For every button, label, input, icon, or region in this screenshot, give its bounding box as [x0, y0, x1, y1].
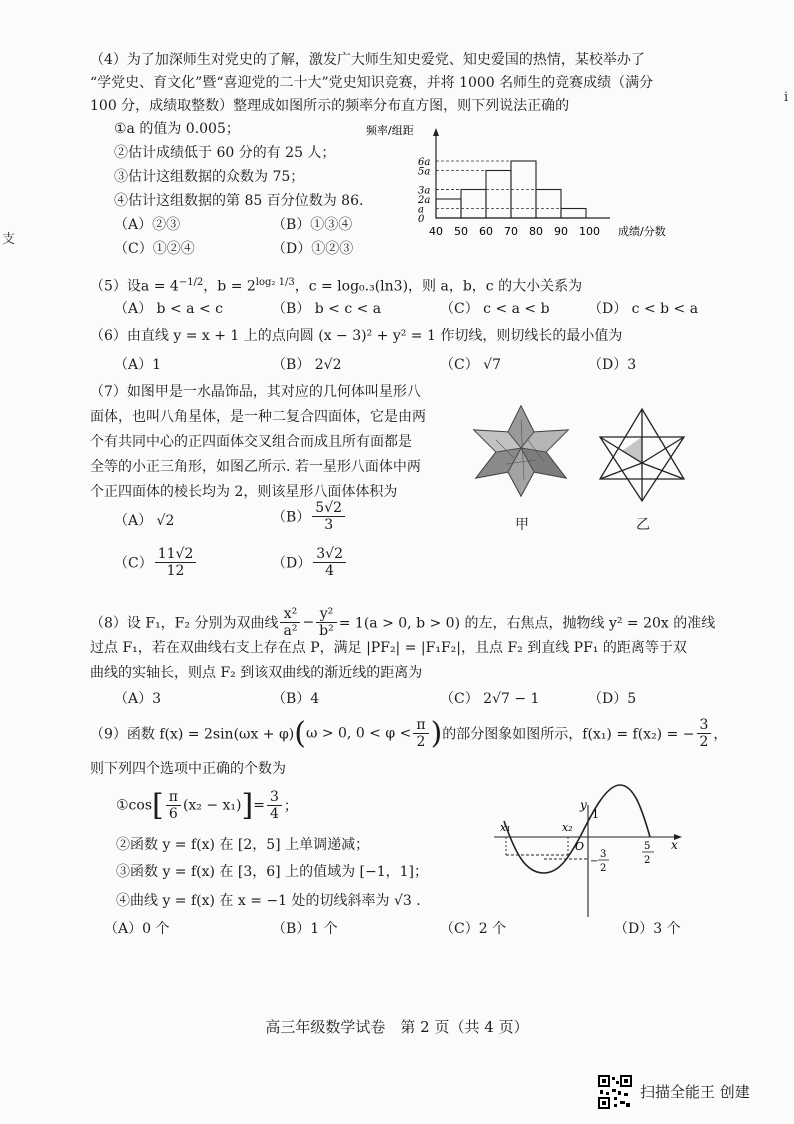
x-axis-label: 成绩/分数 — [618, 225, 666, 238]
graph-intercept-label: 1 — [592, 808, 599, 821]
q9-three-halves: $\frac{3}{2}$ — [697, 717, 712, 750]
q8-line3: 曲线的实轴长，则点 F₂ 到该双曲线的渐近线的距离为 — [90, 665, 423, 681]
right-edge-char: i — [784, 90, 789, 105]
q9-option-b: （B）1 个 — [272, 921, 338, 937]
q5-b: ，b = 2 — [203, 278, 256, 295]
q8-line2: 过点 F₁，若在双曲线右支上存在点 P，满足 |PF₂| = |F₁F₂|，且点 F₂ 到直线 PF₁ 的距离等于双 — [90, 640, 687, 656]
q8-option-c: （C） 2√7 − 1 — [440, 691, 540, 707]
q6-option-d: （D）3 — [588, 357, 637, 373]
q7-option-a: （A） √2 — [114, 513, 175, 529]
q4-statement-2: ②估计成绩低于 60 分的有 25 人； — [114, 145, 336, 161]
figure-jia-label: 甲 — [515, 517, 529, 533]
q4-line2: “学党史、育文化”暨“喜迎党的二十大”党史知识竞赛，并将 1000 名师生的竞赛成绩（满分 — [90, 75, 654, 91]
q8-y-over-b: $\frac{\text{y²}}{\text{b²}}$ — [316, 606, 337, 639]
graph-y-label: y — [580, 798, 587, 812]
q5-option-d: （D） c < b < a — [588, 301, 699, 317]
histogram-x-tick: 90 — [554, 225, 568, 238]
q5-option-c: （C） c < a < b — [440, 301, 550, 317]
graph-five-denominator: 2 — [644, 855, 651, 866]
q6-option-c: （C） √7 — [440, 357, 501, 373]
histogram-y-tick: 5a — [418, 166, 431, 178]
graph-x2-label: x₂ — [562, 821, 573, 834]
q5-a-exponent: −1/2 — [178, 277, 204, 288]
histogram-x-tick: 50 — [454, 225, 468, 238]
histogram-y-tick: 3a — [418, 185, 431, 197]
q5-intro: （5）设 — [90, 278, 141, 295]
q4-line3: 100 分，成绩取整数）整理成如图所示的频率分布直方图，则下列说法正确的 — [90, 98, 570, 114]
histogram-x-tick: 80 — [529, 225, 543, 238]
histogram-bar — [486, 171, 511, 219]
q4-option-b: （B）①③④ — [272, 217, 353, 233]
histogram-y-tick: 2a — [418, 195, 431, 206]
q9-option-c: （C）2 个 — [440, 921, 507, 937]
q7-line3: 个有共同中心的正四面体交叉组合而成且所有面都是 — [90, 434, 412, 450]
frequency-histogram — [360, 118, 690, 246]
q4-line1: （4）为了加深师生对党史的了解，激发广大师生知史爱党、知史爱国的热情，某校举办了 — [90, 52, 645, 68]
q5-a: a = 4 — [140, 278, 179, 295]
q6-stem: （6）由直线 y = x + 1 上的点向圆 (x − 3)² + y² = 1 作切线，则切线长的最小值为 — [90, 328, 623, 344]
q4-option-d: （D）①②③ — [272, 241, 354, 257]
histogram-y-tick: 0 — [418, 214, 425, 225]
histogram-bar — [536, 190, 561, 219]
histogram-x-tick: 70 — [504, 225, 518, 238]
q9-pi-over-2: $\frac{\pi}{2}$ — [413, 717, 428, 750]
q8-option-b: （B）4 — [272, 691, 320, 707]
figure-yi-label: 乙 — [636, 517, 650, 533]
q7-line4: 全等的小正三角形，如图乙所示. 若一星形八面体中两 — [90, 459, 421, 475]
histogram-x-tick: 100 — [579, 225, 600, 238]
q8-x-over-a: $\frac{\text{x²}}{\text{a²}}$ — [280, 606, 300, 639]
q9-line1: （9）函数 f(x) = 2sin(ωx + φ)(ω > 0, 0 < φ < $\frac{\pi}{2}$ )的部分图象如图所示，f(x₁) = f(x₂) = − $\frac{3}{2}$ ， — [90, 716, 728, 751]
q5-c: ，c = log₀.₃(ln3)，则 a，b，c 的大小关系为 — [294, 278, 583, 295]
graph-three-denominator: 2 — [600, 863, 607, 874]
y-axis-label: 频率/组距 — [366, 124, 414, 137]
graph-minus-sign: − — [590, 856, 599, 867]
q9-line2: 则下列四个选项中正确的个数为 — [90, 761, 286, 777]
histogram-y-tick: a — [418, 204, 424, 216]
graph-x1-label: x₁ — [500, 821, 511, 834]
histogram-y-tick: 6a — [418, 157, 431, 168]
q4-option-c: （C）①②④ — [114, 241, 195, 257]
q6-option-b: （B） 2√2 — [272, 357, 342, 373]
sine-function-graph — [488, 798, 688, 920]
q7-option-b-fraction: $\frac{5√2}{3}$ — [312, 500, 345, 533]
q9-option-d: （D）3 个 — [614, 921, 681, 937]
crystal-photo-figure — [466, 400, 576, 500]
q7-option-b: （B） $\frac{5√2}{3}$ — [272, 500, 347, 533]
q8-option-a: （A）3 — [114, 691, 162, 707]
q7-option-d: （D） $\frac{3√2}{4}$ — [272, 546, 348, 579]
page-footer: 高三年级数学试卷 第 2 页（共 4 页） — [265, 1018, 529, 1036]
histogram-x-tick: 40 — [429, 225, 443, 238]
q8-option-d: （D）5 — [588, 691, 637, 707]
q5-option-b: （B） b < c < a — [272, 301, 382, 317]
q9-statement-2: ②函数 y = f(x) 在 [2，5] 上单调递减； — [116, 837, 370, 853]
q6-option-a: （A）1 — [114, 357, 162, 373]
q9-option-a: （A）0 个 — [104, 921, 170, 937]
scanner-watermark: 扫描全能王 创建 — [640, 1083, 750, 1101]
q4-statement-3: ③估计这组数据的众数为 75； — [114, 169, 305, 185]
q7-option-c-fraction: $\frac{11√2}{12}$ — [155, 546, 197, 579]
q7-option-d-fraction: $\frac{3√2}{4}$ — [313, 546, 346, 579]
q9-statement-3: ③函数 y = f(x) 在 [3，6] 上的值域为 [−1，1]； — [116, 864, 428, 880]
histogram-bar — [461, 190, 486, 219]
q7-line5: 个正四面体的棱长均为 2，则该星形八面体体积为 — [90, 484, 398, 500]
q8-line1: （8）设 F₁，F₂ 分别为双曲线 $\frac{\text{x²}}{\text{a²}}$ − $\frac{\text{y²}}{\text{b²}}$ = 1(a > 0, b > 0) 的左，右焦点，抛物线 y² = 20x 的准线 — [90, 606, 716, 639]
q9-statement-4: ④曲线 y = f(x) 在 x = −1 处的切线斜率为 √3 . — [116, 893, 421, 909]
graph-origin-label: O — [575, 840, 585, 853]
q4-option-a: （A）②③ — [114, 217, 181, 233]
histogram-bar — [561, 209, 586, 219]
stellated-octahedron-diagram — [590, 405, 695, 505]
q9-three-quarters: $\frac{3}{4}$ — [267, 789, 282, 822]
q5-b-exponent: log₂ 1/3 — [255, 277, 295, 288]
graph-three-label: 3 — [600, 849, 607, 860]
q4-statement-1: ①a 的值为 0.005； — [114, 121, 240, 137]
graph-x-label: x — [671, 838, 678, 852]
y-axis-arrow — [433, 128, 439, 136]
sine-curve — [504, 785, 650, 873]
histogram-x-tick: 60 — [479, 225, 493, 238]
graph-five-label: 5 — [644, 841, 651, 852]
q9-pi-over-6: $\frac{\pi}{6}$ — [166, 789, 181, 822]
q7-line1: （7）如图甲是一水晶饰品，其对应的几何体叫星形八 — [90, 384, 421, 400]
q5-option-a: （A） b < a < c — [114, 301, 223, 317]
q7-option-c: （C） $\frac{11√2}{12}$ — [114, 546, 198, 579]
qr-code-icon — [598, 1075, 632, 1109]
q7-line2: 面体，也叫八角星体，是一种二复合四面体，它是由两 — [90, 409, 426, 425]
left-edge-char: 支 — [2, 232, 16, 247]
q5-stem — [90, 272, 582, 298]
q4-statement-4: ④估计这组数据的第 85 百分位数为 86. — [114, 193, 364, 209]
q9-statement-1: ①cos[ $\frac{\pi}{6}$ (x₂ − x₁)]= $\frac{3}{4}$ ； — [116, 788, 298, 823]
